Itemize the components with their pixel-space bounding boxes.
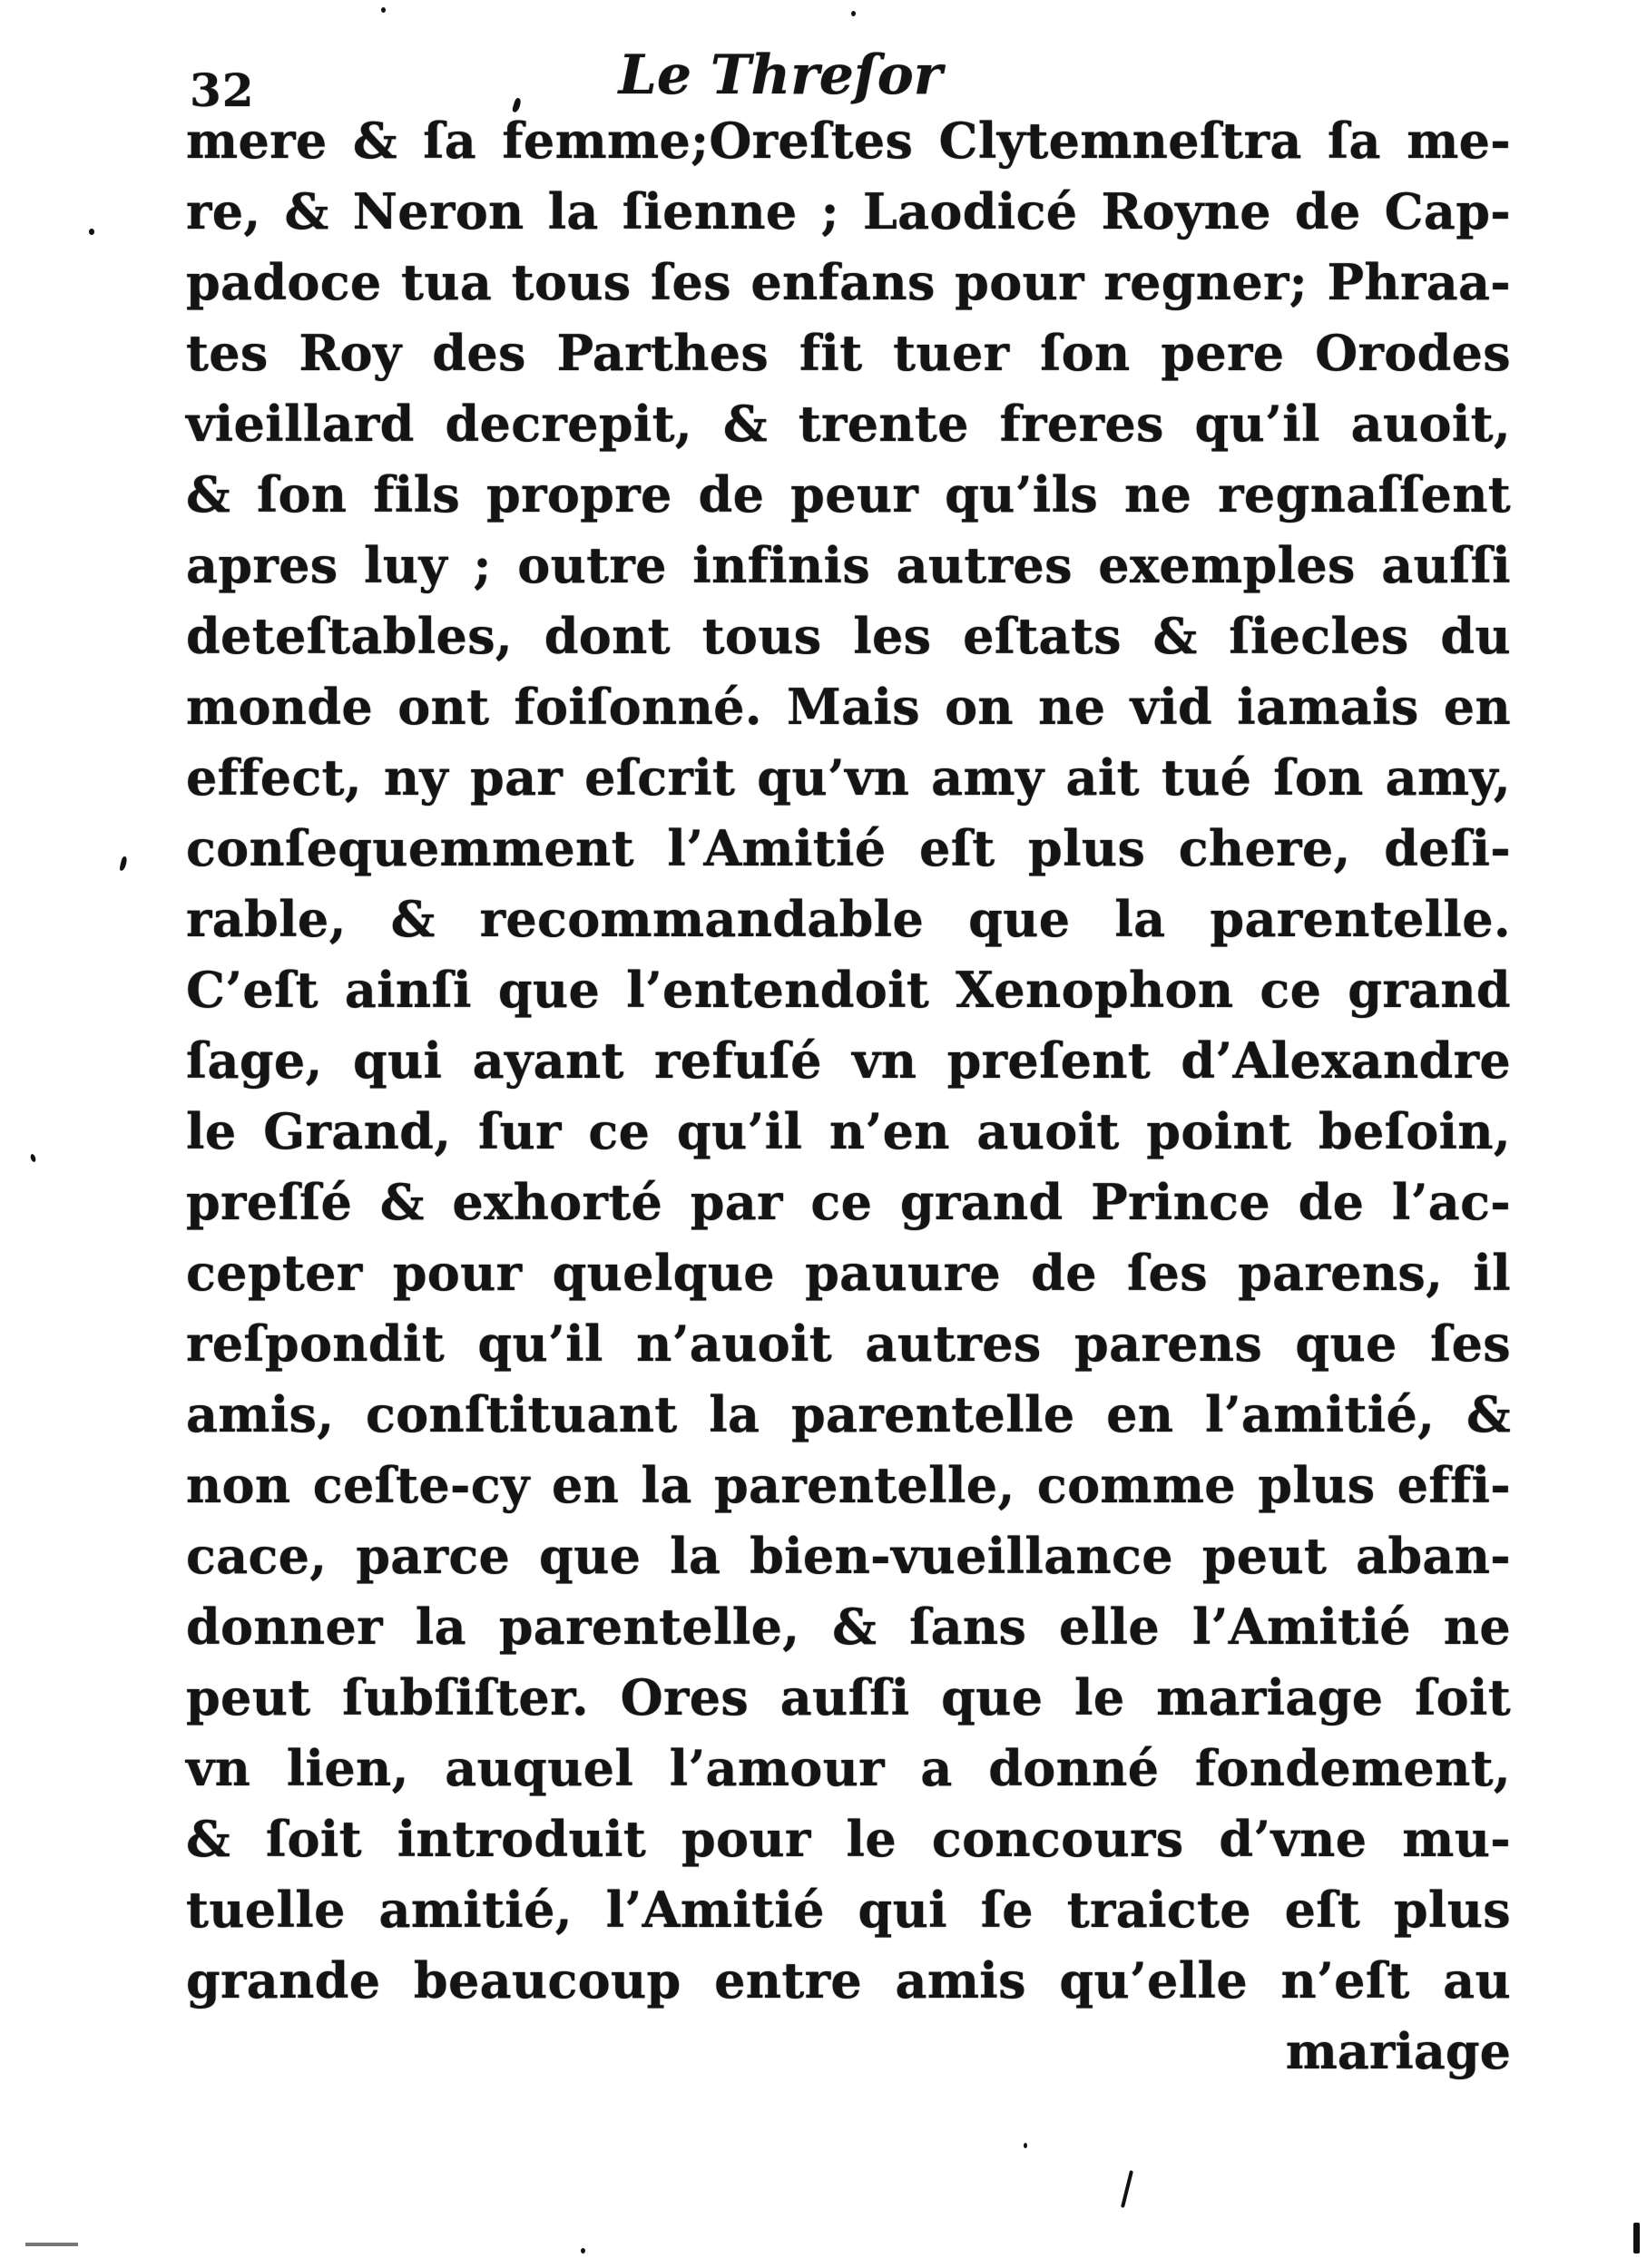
text-line: deteſtables, dont tous les eſtats & ſiecles du xyxy=(186,607,1511,665)
text-line: peut ſubſiſter. Ores auſſi que le mariage ſoit xyxy=(186,1668,1511,1726)
text-line: donner la parentelle, & ſans elle l’Amitié ne xyxy=(186,1598,1511,1656)
text-line: vn lien, auquel l’amour a donné fondement, xyxy=(186,1739,1511,1797)
text-line: preſſé & exhorté par ce grand Prince de l’ac- xyxy=(186,1173,1511,1231)
ink-speck xyxy=(1024,2143,1027,2148)
text-line: monde ont foiſonné. Mais on ne vid iamais en xyxy=(186,678,1511,736)
text-line: & ſoit introduit pour le concours d’vne mu- xyxy=(186,1810,1511,1868)
ink-speck xyxy=(119,856,127,872)
ink-speck xyxy=(30,1153,37,1162)
ink-speck xyxy=(1121,2170,1133,2208)
catchword: mariage xyxy=(1285,2022,1511,2080)
text-line: re, & Neron la ſienne ; Laodicé Royne de Cap- xyxy=(186,182,1511,240)
text-line: tes Roy des Parthes fit tuer ſon pere Orodes xyxy=(186,324,1511,382)
text-line: conſequemment l’Amitié eſt plus chere, deſi- xyxy=(186,819,1511,877)
text-line: effect, ny par eſcrit qu’vn amy ait tué ſon amy, xyxy=(186,748,1511,807)
ink-speck xyxy=(851,11,856,16)
text-line: C’eſt ainſi que l’entendoit Xenophon ce grand xyxy=(186,961,1511,1019)
body-text-block xyxy=(186,105,1511,2087)
text-line: ſage, qui ayant refuſé vn preſent d’Alexandre xyxy=(186,1031,1511,1090)
text-line: tuelle amitié, l’Amitié qui ſe traicte eſt plus xyxy=(186,1881,1511,1939)
text-line: mere & ſa femme;Oreſtes Clytemneſtra ſa me- xyxy=(186,112,1511,170)
ink-speck xyxy=(581,2248,585,2253)
text-line: padoce tua tous ſes enfans pour regner; Phraa- xyxy=(186,253,1511,311)
text-line: reſpondit qu’il n’auoit autres parens que ſes xyxy=(186,1315,1511,1373)
ink-speck xyxy=(381,7,386,13)
running-title: Le Threſor xyxy=(618,44,943,107)
scan-edge-mark xyxy=(1633,2223,1640,2253)
text-line: rable, & recommandable que la parentelle. xyxy=(186,890,1511,948)
ink-speck xyxy=(89,229,94,235)
text-line: le Grand, ſur ce qu’il n’en auoit point beſoin, xyxy=(186,1102,1511,1160)
text-line: grande beaucoup entre amis qu’elle n’eſt au xyxy=(186,1951,1511,2009)
text-line: & ſon fils propre de peur qu’ils ne regnaſſent xyxy=(186,465,1511,523)
text-line: cace, parce que la bien-vueillance peut aban- xyxy=(186,1527,1511,1585)
text-line: non ceſte-cy en la parentelle, comme plus effi- xyxy=(186,1456,1511,1514)
text-line: vieillard decrepit, & trente freres qu’il auoit, xyxy=(186,395,1511,453)
text-line: cepter pour quelque pauure de ſes parens, il xyxy=(186,1244,1511,1302)
scan-edge-line xyxy=(25,2243,78,2246)
page-number: 32 xyxy=(190,64,255,117)
text-line: apres luy ; outre infinis autres exemples auſſi xyxy=(186,536,1511,594)
text-line: amis, conſtituant la parentelle en l’amitié, & xyxy=(186,1385,1511,1443)
